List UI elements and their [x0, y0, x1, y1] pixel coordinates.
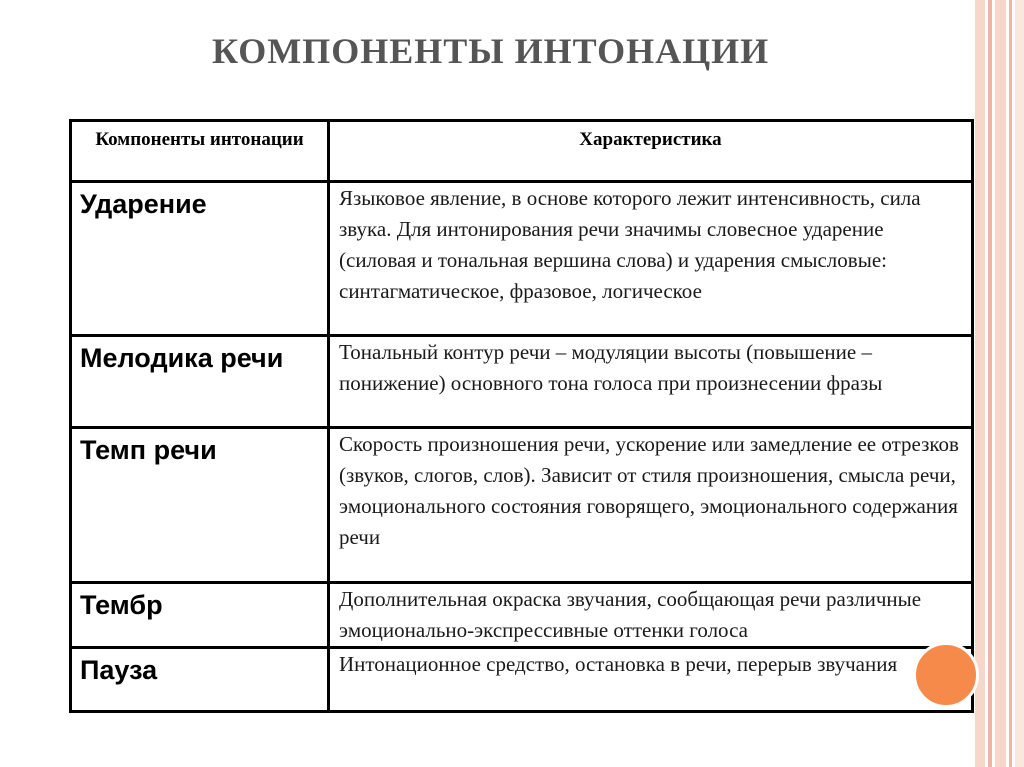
term-cell: Темп речи — [80, 435, 217, 465]
decorative-circle — [913, 642, 979, 708]
table-row — [71, 583, 973, 648]
description-cell: Интонационное средство, остановка в речи, перерыв звучания — [339, 652, 898, 676]
description-cell: Скорость произношения речи, ускорение или замедление ее отрезков (звуков, слогов, слов). Зависит от стиля произношения, смысла речи, эмоционального состояния говорящего, эмоционального содержания речи — [339, 432, 959, 549]
term-cell: Ударение — [80, 189, 207, 219]
decorative-stripe — [975, 0, 985, 767]
description-cell: Тональный контур речи – модуляции высоты (повышение – понижение) основного тона голоса при произнесении фразы — [339, 340, 883, 395]
decorative-stripe — [995, 0, 1006, 767]
decorative-stripe — [988, 0, 992, 767]
table-row — [71, 648, 973, 712]
term-cell: Мелодика речи — [80, 343, 284, 373]
slide-title: КОМПОНЕНТЫ ИНТОНАЦИИ — [212, 31, 770, 71]
column-header-components: Компоненты интонации — [71, 121, 329, 182]
table-row — [71, 428, 973, 583]
intonation-table — [69, 119, 974, 713]
column-header-characteristic: Характеристика — [329, 121, 973, 182]
description-cell: Языковое явление, в основе которого лежит интенсивность, сила звука. Для интонирования речи значимы словесное ударение (силовая и тональная вершина слова) и ударения смысловые: синтагматическое, фразовое, логическое — [339, 186, 921, 303]
term-cell: Тембр — [80, 590, 163, 620]
table-header-row — [71, 121, 973, 182]
decorative-stripe — [1009, 0, 1012, 767]
table-row — [71, 182, 973, 336]
term-cell: Пауза — [80, 655, 158, 685]
decorative-stripe — [1015, 0, 1024, 767]
table-row — [71, 336, 973, 428]
description-cell: Дополнительная окраска звучания, сообщающая речи различные эмоционально-экспрессивные оттенки голоса — [339, 587, 922, 642]
